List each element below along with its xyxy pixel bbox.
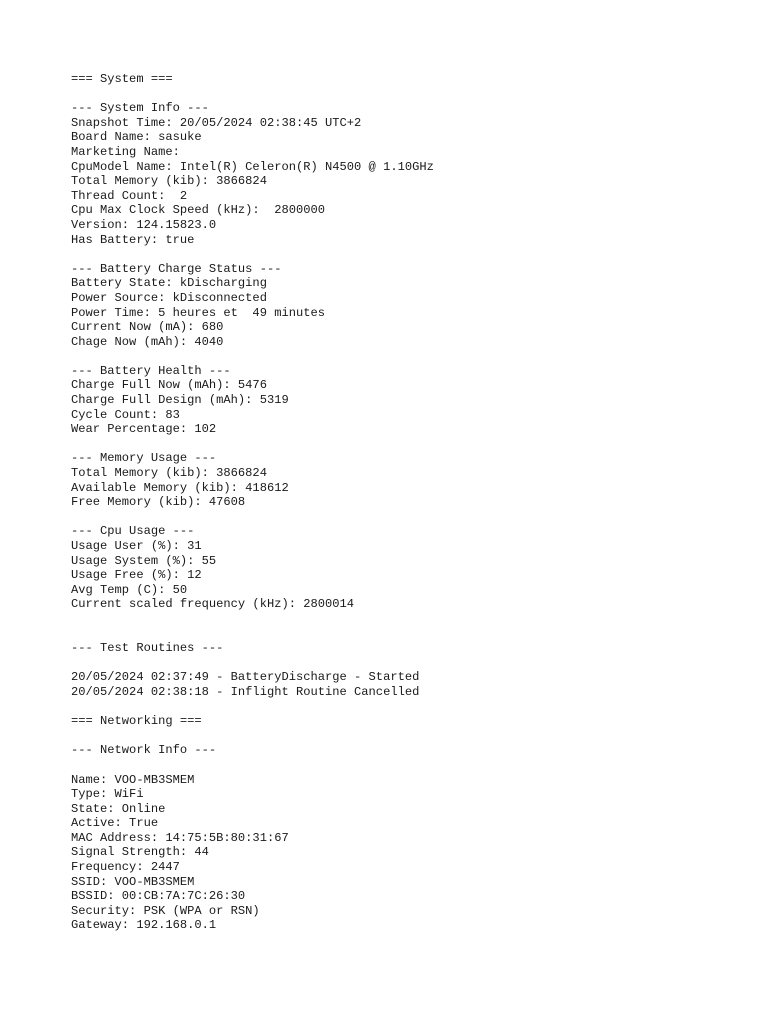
text-line: BSSID: 00:CB:7A:7C:26:30 [71,889,246,904]
text-line: 20/05/2024 02:38:18 - Inflight Routine Cancelled [71,684,420,699]
blank-line [71,247,751,262]
text-line: Version: 124.15823.0 [71,217,217,232]
text-line: Usage Free (%): 12 [71,568,202,583]
text-line: Active: True [71,816,159,831]
subsection-heading: --- Battery Health --- [71,363,231,378]
blank-line [71,510,751,525]
text-line: Charge Full Design (mAh): 5319 [71,393,289,408]
text-line: 20/05/2024 02:37:49 - BatteryDischarge - Started [71,670,420,685]
blank-line [71,87,751,102]
text-line: Snapshot Time: 20/05/2024 02:38:45 UTC+2 [71,115,362,130]
text-line: Gateway: 192.168.0.1 [71,918,217,933]
text-line: Wear Percentage: 102 [71,422,217,437]
text-line: Total Memory (kib): 3866824 [71,466,267,481]
text-line: SSID: VOO-MB3SMEM [71,874,195,889]
blank-line [71,656,751,671]
text-line: MAC Address: 14:75:5B:80:31:67 [71,830,289,845]
text-line: Frequency: 2447 [71,860,180,875]
subsection-heading: --- Network Info --- [71,743,217,758]
blank-line [71,729,751,744]
text-line: Available Memory (kib): 418612 [71,480,289,495]
text-line: Usage User (%): 31 [71,539,202,553]
text-line: Cpu Max Clock Speed (kHz): 2800000 [71,203,326,218]
text-line: Thread Count: 2 [71,188,188,203]
subsection-heading: --- System Info --- [71,101,209,116]
blank-line [71,758,751,773]
diagnostics-text-dump [71,72,751,933]
text-line: Avg Temp (C): 50 [71,582,188,597]
text-line: Battery State: kDischarging [71,276,267,291]
section-heading: === System === [71,72,173,86]
text-line: Name: VOO-MB3SMEM [71,772,195,787]
text-line: Marketing Name: [71,144,180,159]
blank-line [71,627,751,642]
text-line: CpuModel Name: Intel(R) Celeron(R) N4500 @ 1.10GHz [71,159,434,174]
section-heading: === Networking === [71,714,202,729]
text-line: State: Online [71,801,166,816]
subsection-heading: --- Memory Usage --- [71,451,217,466]
text-line: Security: PSK (WPA or RSN) [71,903,260,918]
text-line: Has Battery: true [71,232,195,247]
text-line: Type: WiFi [71,787,144,802]
text-line: Cycle Count: 83 [71,407,180,422]
blank-line [71,612,751,627]
subsection-heading: --- Test Routines --- [71,641,224,656]
text-line: Board Name: sasuke [71,130,202,145]
text-line: Power Time: 5 heures et 49 minutes [71,305,326,320]
blank-line [71,700,751,715]
text-line: Total Memory (kib): 3866824 [71,174,267,189]
text-line: Usage System (%): 55 [71,553,217,568]
text-line: Current scaled frequency (kHz): 2800014 [71,597,355,612]
text-line: Signal Strength: 44 [71,845,209,860]
text-line: Free Memory (kib): 47608 [71,495,246,510]
text-line: Current Now (mA): 680 [71,320,224,335]
text-line: Chage Now (mAh): 4040 [71,334,224,349]
text-line: Charge Full Now (mAh): 5476 [71,378,267,393]
subsection-heading: --- Battery Charge Status --- [71,261,282,276]
subsection-heading: --- Cpu Usage --- [71,524,195,539]
blank-line [71,437,751,452]
blank-line [71,349,751,364]
text-line: Power Source: kDisconnected [71,290,267,305]
